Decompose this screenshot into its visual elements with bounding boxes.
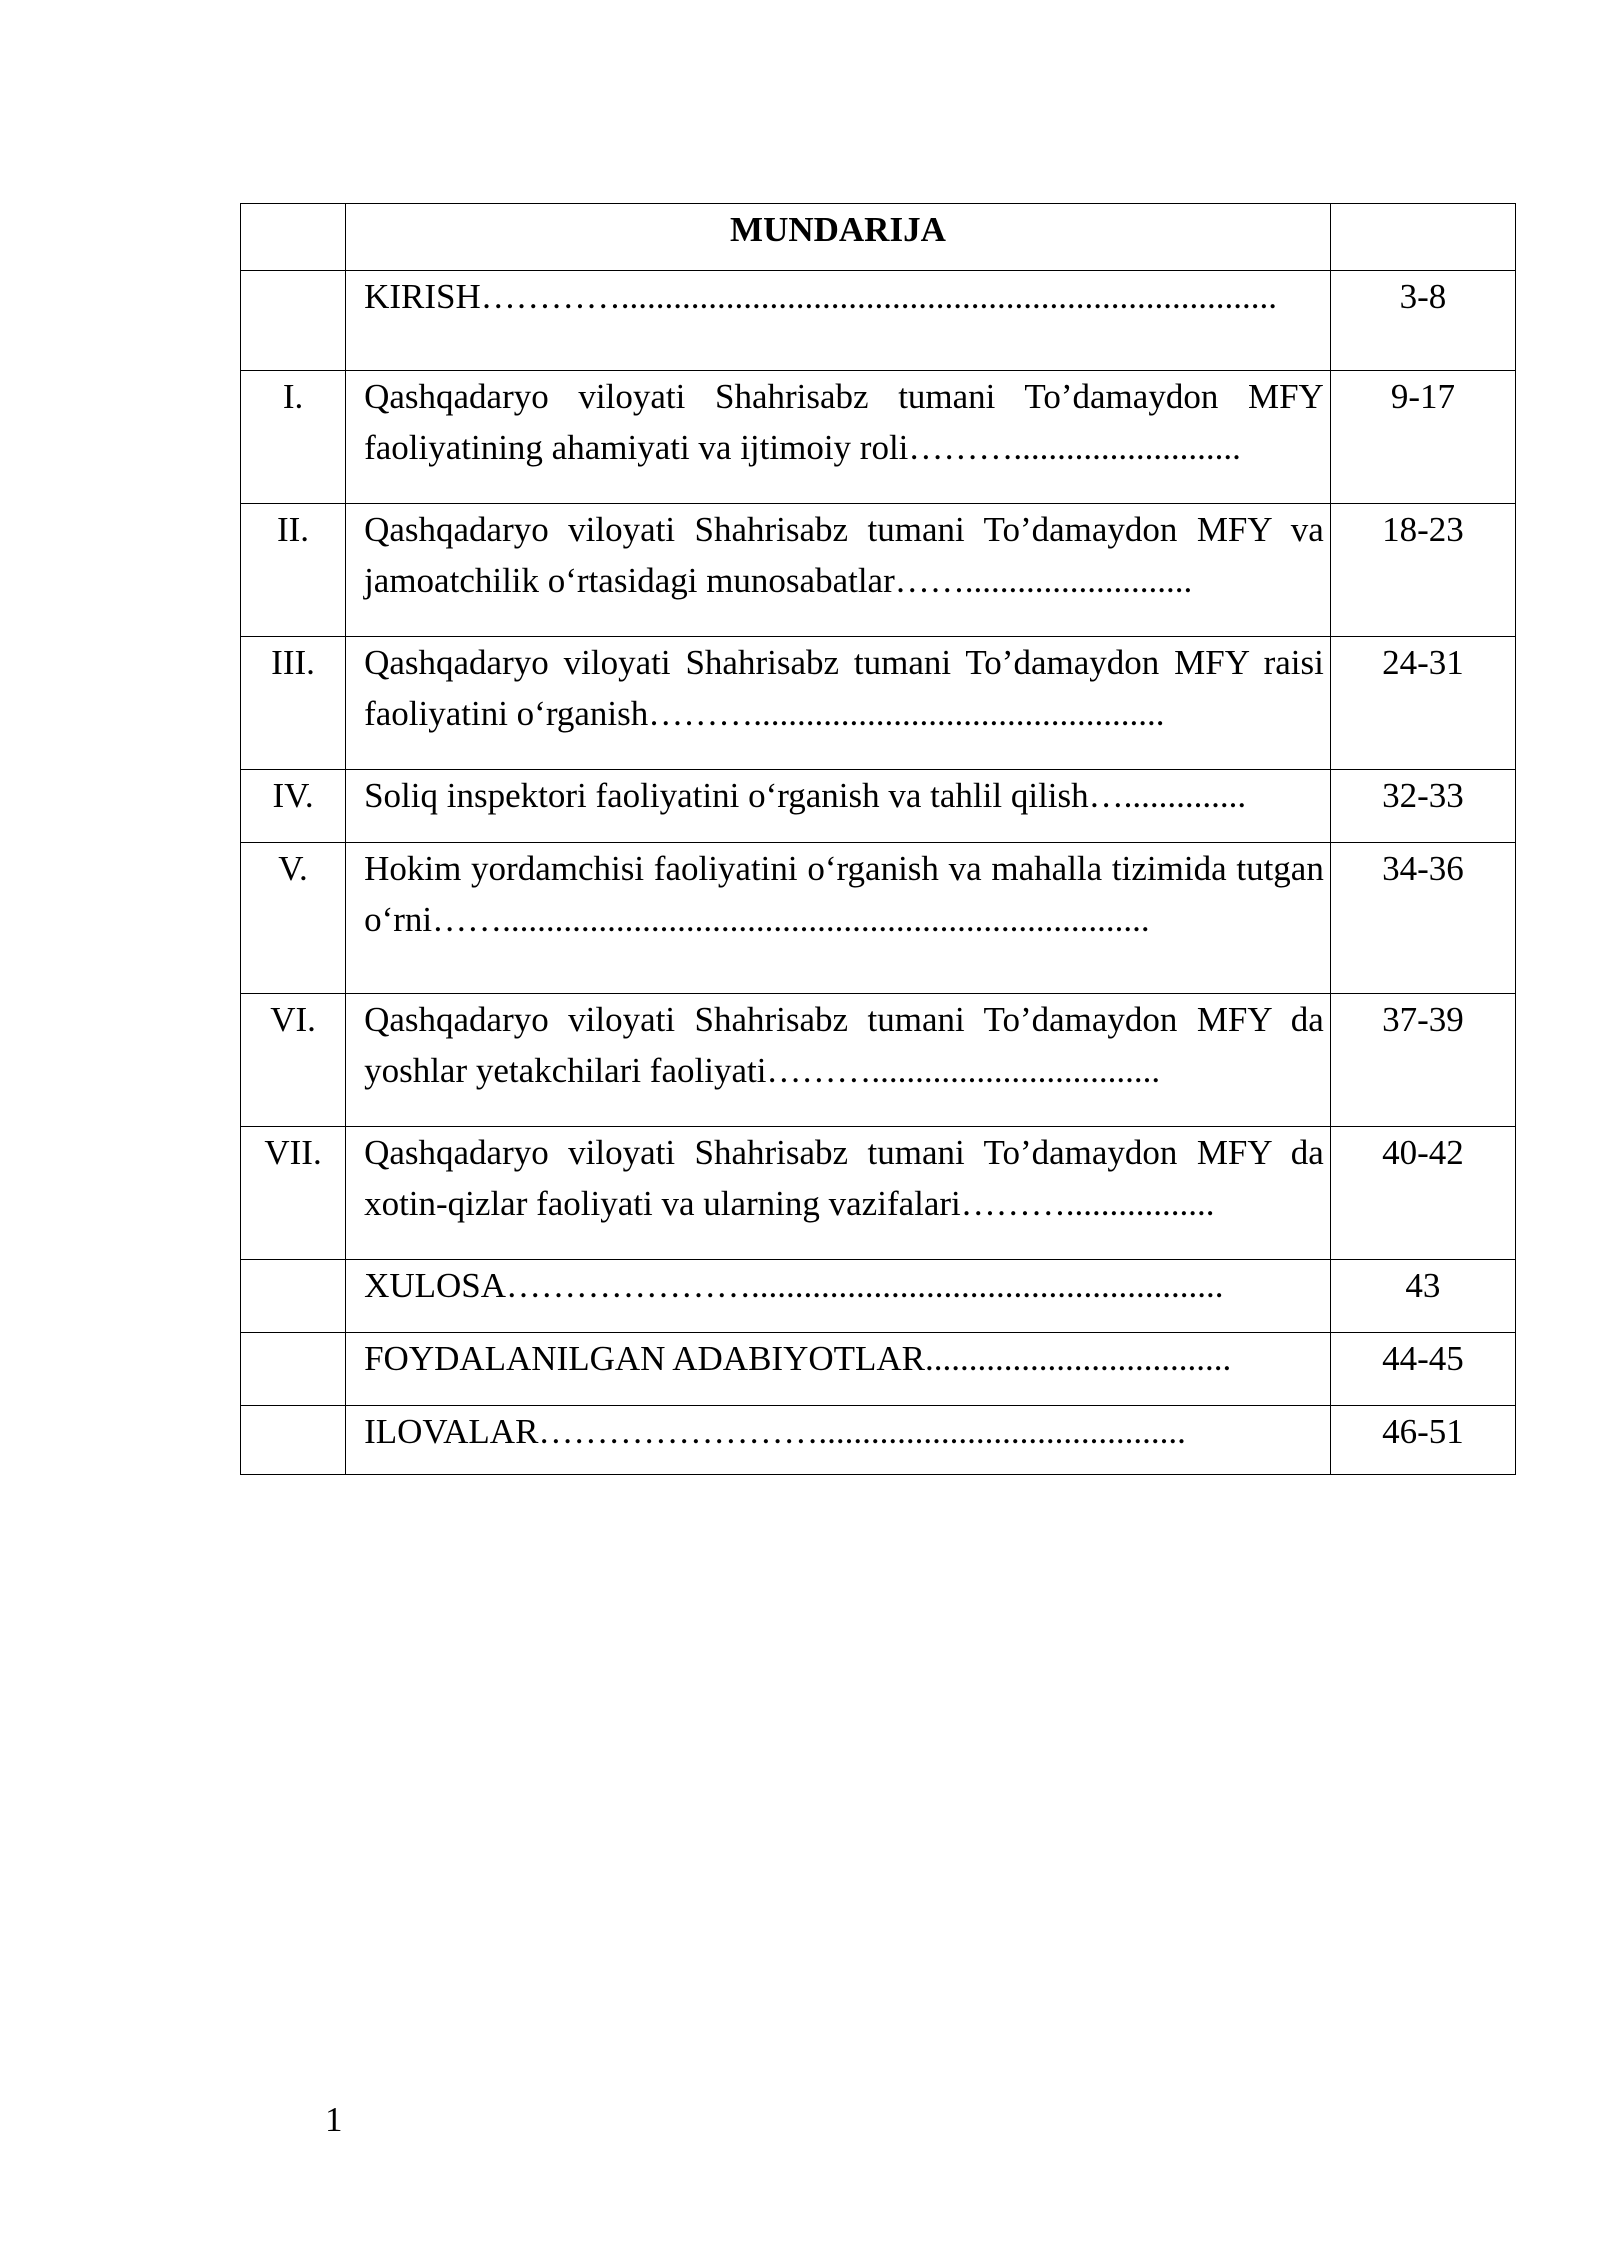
header-empty-page-cell xyxy=(1330,204,1515,271)
section-number: II. xyxy=(241,504,346,637)
toc-heading: MUNDARIJA xyxy=(346,204,1331,271)
section-title: Soliq inspektori faoliyatini o‘rganish va tahlil qilish….............. xyxy=(346,770,1331,843)
toc-row xyxy=(241,1333,1516,1406)
page-range: 3-8 xyxy=(1330,271,1515,371)
toc-row xyxy=(241,994,1516,1127)
section-number: I. xyxy=(241,371,346,504)
section-number xyxy=(241,1333,346,1406)
toc-header-row xyxy=(241,204,1516,271)
section-number: III. xyxy=(241,637,346,770)
header-empty-num-cell xyxy=(241,204,346,271)
section-title: FOYDALANILGAN ADABIYOTLAR................................... xyxy=(346,1333,1331,1406)
page-range: 34-36 xyxy=(1330,843,1515,994)
page-range: 43 xyxy=(1330,1260,1515,1333)
section-number: VII. xyxy=(241,1127,346,1260)
section-title: Qashqadaryo viloyati Shahrisabz tumani To’damaydon MFY da yoshlar yetakchilari faoliyati………................................. xyxy=(346,994,1331,1127)
page-range: 9-17 xyxy=(1330,371,1515,504)
section-number: VI. xyxy=(241,994,346,1127)
toc-row xyxy=(241,504,1516,637)
section-title: Qashqadaryo viloyati Shahrisabz tumani To’damaydon MFY va jamoatchilik o‘rtasidagi munosabatlar…….......................... xyxy=(346,504,1331,637)
section-number xyxy=(241,1260,346,1333)
page-range: 18-23 xyxy=(1330,504,1515,637)
toc-row xyxy=(241,1260,1516,1333)
section-number: V. xyxy=(241,843,346,994)
page-range: 46-51 xyxy=(1330,1406,1515,1475)
toc-row xyxy=(241,1406,1516,1475)
toc-row xyxy=(241,637,1516,770)
toc-row xyxy=(241,271,1516,371)
section-title: XULOSA…………………...................................................... xyxy=(346,1260,1331,1333)
section-title: Hokim yordamchisi faoliyatini o‘rganish va mahalla tizimida tutgan o‘rni…….......................................................................... xyxy=(346,843,1331,994)
page-range: 32-33 xyxy=(1330,770,1515,843)
section-title: KIRISH…………........................................................................... xyxy=(346,271,1331,371)
page-number: 1 xyxy=(325,2100,343,2139)
toc-row xyxy=(241,770,1516,843)
section-number xyxy=(241,1406,346,1475)
page-range: 24-31 xyxy=(1330,637,1515,770)
toc-row xyxy=(241,1127,1516,1260)
toc-row xyxy=(241,371,1516,504)
page-range: 40-42 xyxy=(1330,1127,1515,1260)
section-number: IV. xyxy=(241,770,346,843)
table-of-contents xyxy=(240,203,1516,1475)
section-title: ILOVALAR…………………….......................................... xyxy=(346,1406,1331,1475)
section-title: Qashqadaryo viloyati Shahrisabz tumani To’damaydon MFY raisi faoliyatini o‘rganish………............................................... xyxy=(346,637,1331,770)
toc-row xyxy=(241,843,1516,994)
section-title: Qashqadaryo viloyati Shahrisabz tumani To’damaydon MFY da xotin-qizlar faoliyati va ularning vazifalari………................. xyxy=(346,1127,1331,1260)
page-range: 44-45 xyxy=(1330,1333,1515,1406)
page-range: 37-39 xyxy=(1330,994,1515,1127)
section-number xyxy=(241,271,346,371)
section-title: Qashqadaryo viloyati Shahrisabz tumani To’damaydon MFY faoliyatining ahamiyati va ijtimoiy roli……….......................... xyxy=(346,371,1331,504)
